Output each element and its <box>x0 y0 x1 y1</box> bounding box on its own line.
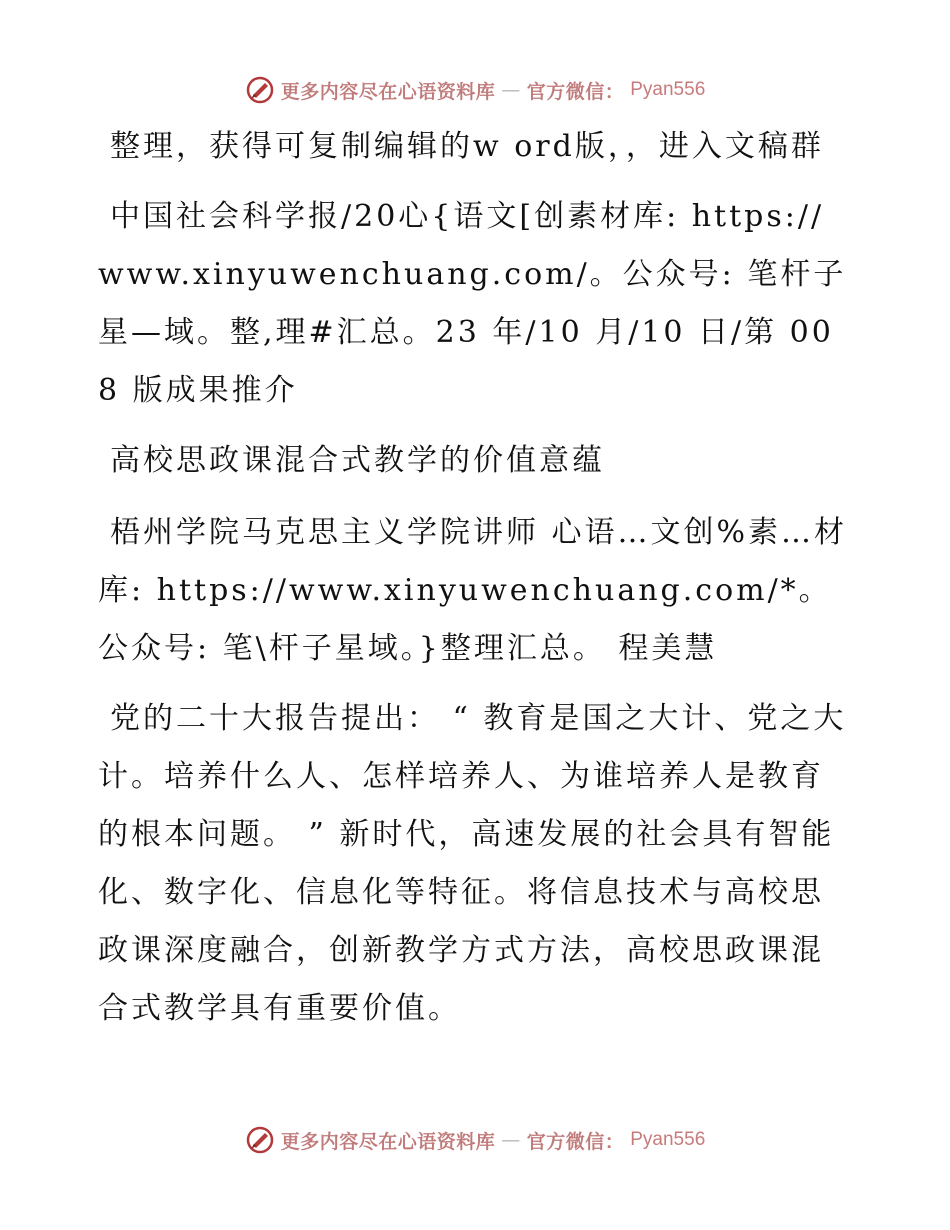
watermark-wechat-label: 官方微信： <box>526 1130 625 1153</box>
watermark-main-text: 更多内容尽在心语资料库 <box>280 80 496 103</box>
pen-seal-logo-icon <box>245 75 275 105</box>
watermark-separator: — <box>501 1129 521 1151</box>
watermark-separator: — <box>501 79 521 101</box>
pen-seal-logo-icon <box>245 1125 275 1155</box>
paragraph-intro: 整理，获得可复制编辑的w ord版，，进入文稿群 <box>110 129 824 164</box>
author-line: 梧州学院马克思主义学院讲师 心语…文创%素…材库: https://www.xinyuwenchuang.com/*。公众号: 笔\杆子星域。}整理汇总。 程美慧 <box>98 515 848 666</box>
header-watermark <box>0 70 950 110</box>
paragraph-source: 中国社会科学报/20心{语文[创素材库: https://www.xinyuwenchuang.com/。公众号: 笔杆子星—域。整,理#汇总。23 年/10 月/10 日/第 008 版成果推介 <box>98 199 847 408</box>
document-body <box>98 118 850 1038</box>
article-title: 高校思政课混合式教学的价值意蕴 <box>110 443 605 478</box>
watermark-wechat-id: Pyan556 <box>630 1129 706 1150</box>
watermark-wechat-id: Pyan556 <box>630 79 706 100</box>
watermark-main-text: 更多内容尽在心语资料库 <box>280 1130 496 1153</box>
footer-watermark <box>0 1120 950 1160</box>
watermark-wechat-label: 官方微信： <box>526 80 625 103</box>
paragraph-body: 党的二十大报告提出： “ 教育是国之大计、党之大计。培养什么人、怎样培养人、为谁培养人是教育的根本问题。 ” 新时代，高速发展的社会具有智能化、数字化、信息化等特征。将信息技术与高校思政课深度融合，创新教学方式方法，高校思政课混合式教学具有重要价值。 <box>98 701 847 1026</box>
